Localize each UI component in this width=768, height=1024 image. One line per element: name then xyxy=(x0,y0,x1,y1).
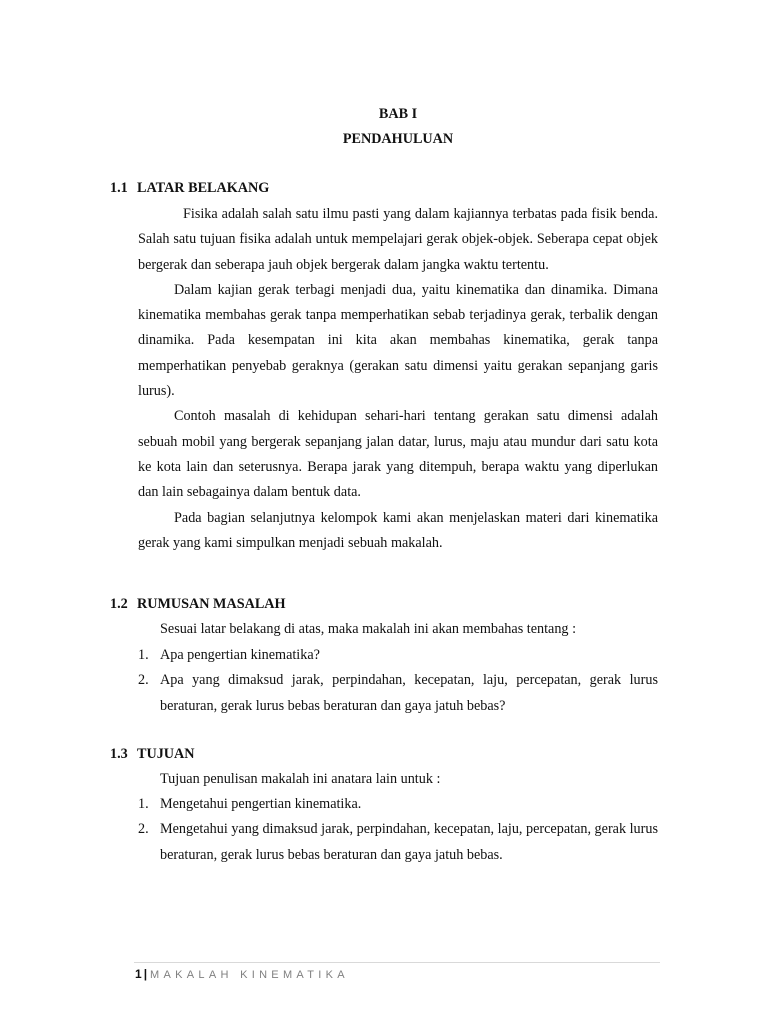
list-item xyxy=(138,643,658,668)
paragraph: Contoh masalah di kehidupan sehari-hari tentang gerakan satu dimensi adalah sebuah mobil yang bergerak sepanjang jalan datar, lurus, maju atau mundur dari satu kota ke kota lain dan seterusnya. Berapa jarak yang ditempuh, berapa waktu yang diperlukan dan lain sebagainya dalam bentuk data. xyxy=(138,408,658,501)
section-number: 1.3 xyxy=(110,746,128,762)
section-heading-rumusan-masalah xyxy=(110,596,286,613)
tujuan-list xyxy=(138,792,658,868)
footer-title: MAKALAH KINEMATIKA xyxy=(150,969,349,981)
section-heading-tujuan xyxy=(110,746,195,763)
section-title: RUMUSAN MASALAH xyxy=(137,596,286,612)
list-number: 1. xyxy=(138,647,149,663)
footer-divider xyxy=(134,962,660,963)
list-text: Mengetahui yang dimaksud jarak, perpindahan, kecepatan, laju, percepatan, gerak lurus beraturan, gerak lurus bebas beraturan dan gaya jatuh bebas. xyxy=(160,821,658,863)
latar-belakang-body xyxy=(138,202,658,556)
list-item xyxy=(138,668,658,719)
footer-separator: | xyxy=(143,967,148,981)
list-text: Apa yang dimaksud jarak, perpindahan, kecepatan, laju, percepatan, gerak lurus beraturan, gerak lurus bebas beraturan dan gaya jatuh bebas? xyxy=(160,672,658,714)
tujuan-intro: Tujuan penulisan makalah ini anatara lain untuk : xyxy=(160,771,441,787)
section-heading-latar-belakang xyxy=(110,180,269,197)
paragraph: Fisika adalah salah satu ilmu pasti yang dalam kajiannya terbatas pada fisik benda. Salah satu tujuan fisika adalah untuk mempelajari gerak objek-objek. Seberapa cepat objek bergerak dan seberapa jauh objek bergerak dalam jangka waktu tertentu. xyxy=(138,206,658,273)
list-number: 1. xyxy=(138,796,149,812)
paragraph: Dalam kajian gerak terbagi menjadi dua, yaitu kinematika dan dinamika. Dimana kinematika membahas gerak tanpa memperhatikan sebab terjadinya gerak, terbalik dengan dinamika. Pada kesempatan ini kita akan membahas kinematika, gerak tanpa memperhatikan penyebab geraknya (gerakan satu dimensi yaitu gerakan sepanjang garis lurus). xyxy=(138,281,658,400)
chapter-label: BAB I xyxy=(378,106,418,122)
list-number: 2. xyxy=(138,821,149,838)
rumusan-masalah-list xyxy=(138,643,658,719)
list-item xyxy=(138,792,658,817)
list-item xyxy=(138,817,658,868)
list-text: Apa pengertian kinematika? xyxy=(160,647,320,663)
rumusan-masalah-intro: Sesuai latar belakang di atas, maka makalah ini akan membahas tentang : xyxy=(160,621,577,637)
paragraph: Pada bagian selanjutnya kelompok kami akan menjelaskan materi dari kinematika gerak yang kami simpulkan menjadi sebuah makalah. xyxy=(138,509,658,551)
chapter-title: PENDAHULUAN xyxy=(342,131,454,147)
section-title: TUJUAN xyxy=(137,746,195,762)
section-number: 1.2 xyxy=(110,596,128,612)
list-number: 2. xyxy=(138,672,149,689)
footer-page-number: 1 xyxy=(135,967,142,981)
section-title: LATAR BELAKANG xyxy=(137,180,270,196)
page-footer xyxy=(135,966,349,982)
list-text: Mengetahui pengertian kinematika. xyxy=(160,796,362,812)
section-number: 1.1 xyxy=(110,180,128,196)
